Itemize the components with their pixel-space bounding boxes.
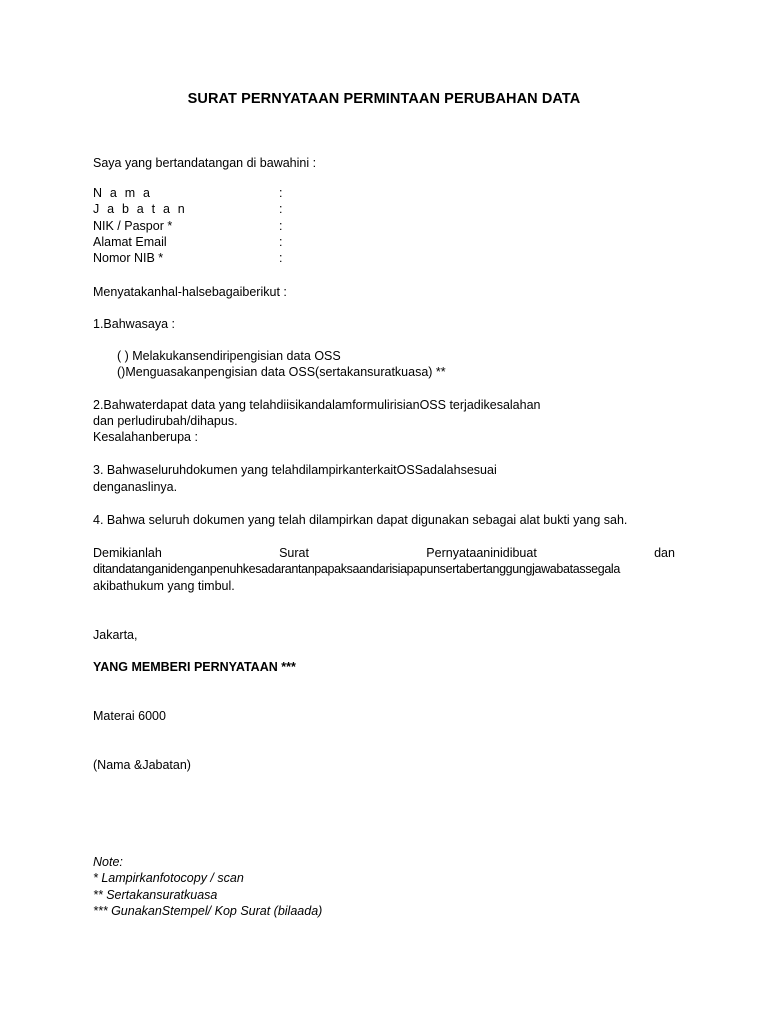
field-colon-nib: : — [279, 251, 283, 265]
field-label-nik: NIK / Paspor * — [93, 219, 173, 233]
point1-option-self: ( ) Melakukansendiripengisian data OSS — [117, 349, 341, 363]
notes-heading: Note: — [93, 855, 123, 869]
note-item: *** GunakanStempel/ Kop Surat (bilaada) — [93, 904, 323, 918]
closing-word: Surat — [279, 546, 309, 560]
point3-line1: 3. Bahwaseluruhdokumen yang telahdilampirkanterkaitOSSadalahsesuai — [93, 463, 497, 477]
field-colon-jabatan: : — [279, 202, 283, 216]
statement-intro: Menyatakanhal-halsebagaiberikut : — [93, 285, 287, 299]
field-label-nib: Nomor NIB * — [93, 251, 164, 265]
point1-option-proxy: ()Menguasakanpengisian data OSS(sertakansuratkuasa) ** — [117, 365, 446, 379]
field-colon-nama: : — [279, 186, 283, 200]
materai-label: Materai 6000 — [93, 709, 166, 723]
point3-line2: denganaslinya. — [93, 480, 178, 494]
closing-line1 — [93, 545, 675, 561]
closing-word: Pernyataaninidibuat — [426, 546, 537, 560]
field-label-jabatan: J a b a t a n — [93, 202, 187, 216]
field-colon-email: : — [279, 235, 283, 249]
name-title-placeholder: (Nama &Jabatan) — [93, 758, 191, 772]
note-item: * Lampirkanfotocopy / scan — [93, 871, 244, 885]
point4-text: 4. Bahwa seluruh dokumen yang telah dilampirkan dapat digunakan sebagai alat bukti yang sah. — [93, 513, 628, 527]
closing-word: Demikianlah — [93, 546, 162, 560]
place-date: Jakarta, — [93, 628, 138, 642]
field-colon-nik: : — [279, 219, 283, 233]
intro-text: Saya yang bertandatangan di bawahini : — [93, 156, 317, 170]
closing-line3: akibathukum yang timbul. — [93, 579, 235, 593]
closing-line2: ditandatanganidenganpenuhkesadarantanpapaksaandarisiapapunsertabertanggungjawabatassegala — [93, 562, 620, 576]
document-title: SURAT PERNYATAAN PERMINTAAN PERUBAHAN DATA — [187, 91, 581, 107]
signer-heading: YANG MEMBERI PERNYATAAN *** — [93, 660, 296, 674]
closing-word: dan — [654, 546, 675, 560]
point1-heading: 1.Bahwasaya : — [93, 317, 175, 331]
field-label-email: Alamat Email — [93, 235, 167, 249]
note-item: ** Sertakansuratkuasa — [93, 888, 218, 902]
point2-line1: 2.Bahwaterdapat data yang telahdiisikandalamformulirisianOSS terjadikesalahan — [93, 398, 541, 412]
point2-line3: Kesalahanberupa : — [93, 430, 198, 444]
point2-line2: dan perludirubah/dihapus. — [93, 414, 238, 428]
field-label-nama: N a m a — [93, 186, 153, 200]
